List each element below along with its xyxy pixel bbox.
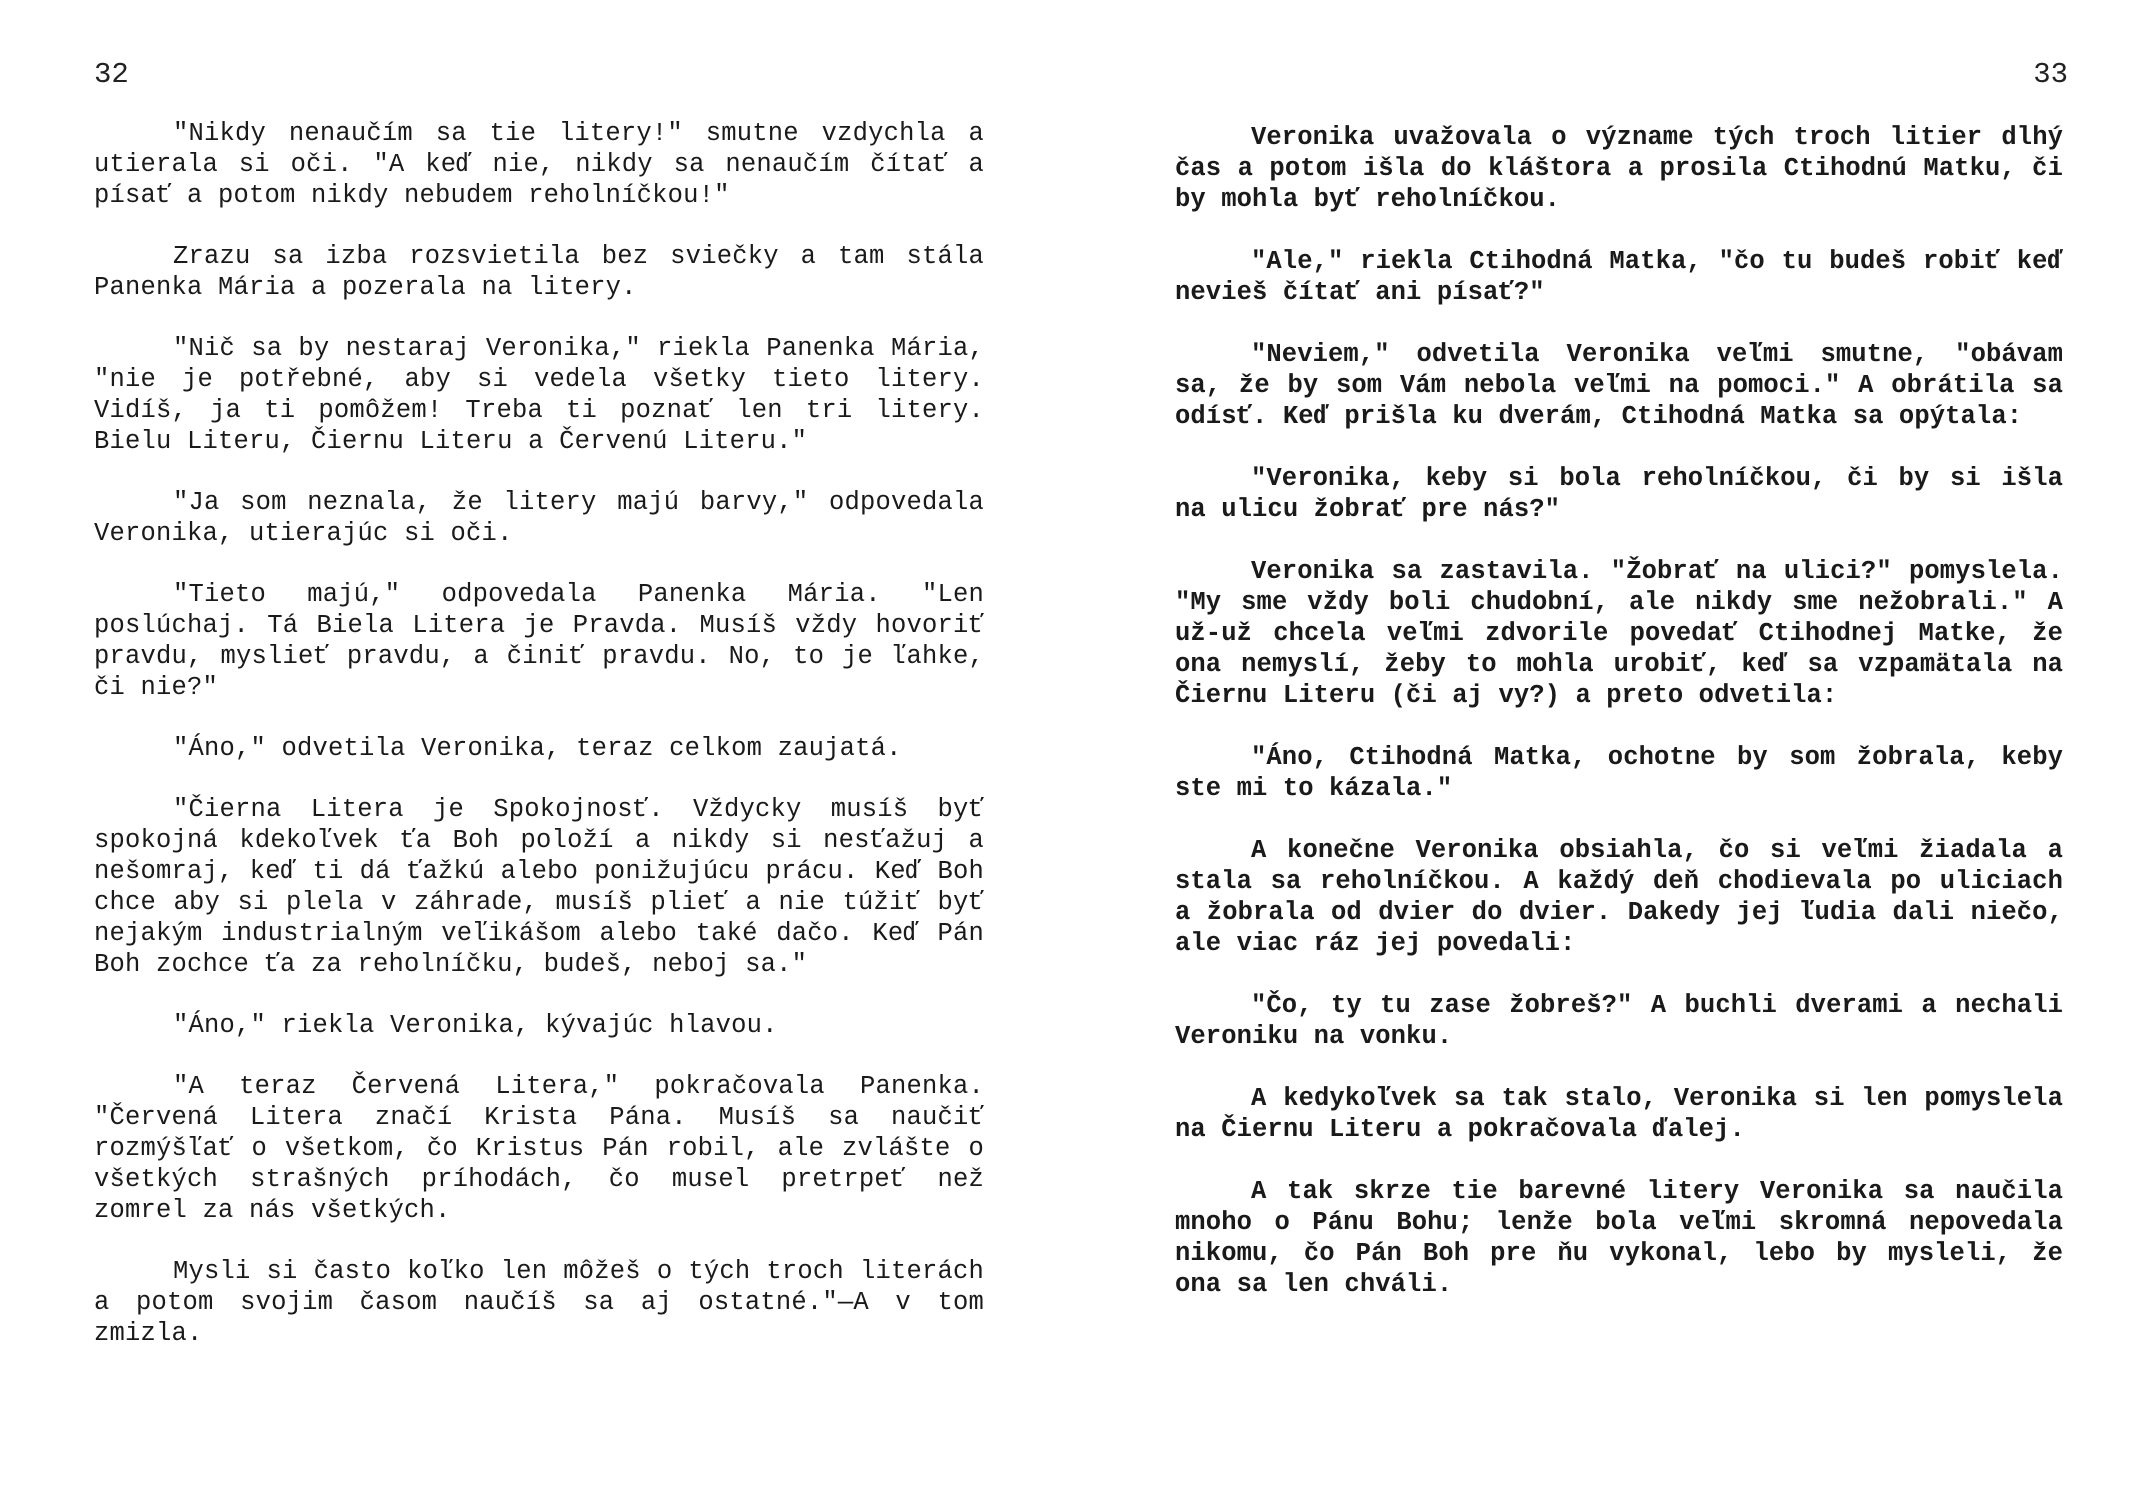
paragraph: "Čierna Litera je Spokojnosť. Vždycky musíš byť spokojná kdekoľvek ťa Boh položí a nikdy si nesťažuj a nešomraj, keď ti dá ťažkú alebo ponižujúcu prácu. Keď Boh chce aby si plela v záhrade, musíš plieť a nie túžiť byť nejakým industrialným veľikášom alebo také dačo. Keď Pán Boh zochce ťa za reholníčku, budeš, neboj sa." <box>94 795 984 979</box>
page-number-right: 33 <box>2033 58 2068 91</box>
right-page-text <box>1175 122 2063 1331</box>
page-number-left: 32 <box>94 58 129 91</box>
paragraph: "Tieto majú," odpovedala Panenka Mária. "Len poslúchaj. Tá Biela Litera je Pravda. Musíš vždy hovoriť pravdu, myslieť pravdu, a činiť pravdu. No, to je ľahke, či nie?" <box>94 580 984 702</box>
paragraph: "Ale," riekla Ctihodná Matka, "čo tu budeš robiť keď nevieš čítať ani písať?" <box>1175 247 2063 307</box>
paragraph: "Áno," odvetila Veronika, teraz celkom zaujatá. <box>173 734 902 763</box>
paragraph: "Neviem," odvetila Veronika veľmi smutne, "obávam sa, že by som Vám nebola veľmi na pomoci." A obrátila sa odísť. Keď prišla ku dverám, Ctihodná Matka sa opýtala: <box>1175 340 2063 431</box>
paragraph: "Áno," riekla Veronika, kývajúc hlavou. <box>173 1011 778 1040</box>
paragraph: Zrazu sa izba rozsvietila bez sviečky a tam stála Panenka Mária a pozerala na litery. <box>94 242 984 302</box>
paragraph: "Ja som neznala, že litery majú barvy," odpovedala Veronika, utierajúc si oči. <box>94 488 984 548</box>
left-page-text <box>94 118 984 1379</box>
paragraph: A konečne Veronika obsiahla, čo si veľmi žiadala a stala sa reholníčkou. A každý deň chodievala po uliciach a žobrala od dvier do dvier. Dakedy jej ľudia dali niečo, ale viac ráz jej povedali: <box>1175 836 2063 958</box>
paragraph: "Nič sa by nestaraj Veronika," riekla Panenka Mária, "nie je potřebné, aby si vedela všetky tieto litery. Vidíš, ja ti pomôžem! Treba ti poznať len tri litery. Bielu Literu, Čiernu Literu a Červenú Literu." <box>94 334 984 456</box>
paragraph: Veronika uvažovala o význame tých troch litier dlhý čas a potom išla do kláštora a prosila Ctihodnú Matku, či by mohla byť reholníčkou. <box>1175 123 2063 214</box>
paragraph: A tak skrze tie barevné litery Veronika sa naučila mnoho o Pánu Bohu; lenže bola veľmi skromná nepovedala nikomu, čo Pán Boh pre ňu vykonal, lebo by mysleli, že ona sa len chváli. <box>1175 1177 2063 1299</box>
paragraph: "Čo, ty tu zase žobreš?" A buchli dverami a nechali Veroniku na vonku. <box>1175 991 2063 1051</box>
paragraph: Veronika sa zastavila. "Žobrať na ulici?" pomyslela. "My sme vždy boli chudobní, ale nikdy sme nežobrali." A už-už chcela veľmi zdvorile povedať Ctihodnej Matke, že ona nemyslí, žeby to mohla urobiť, keď sa vzpamätala na Čiernu Literu (či aj vy?) a preto odvetila: <box>1175 557 2063 710</box>
right-page <box>1071 0 2142 1500</box>
paragraph: A kedykoľvek sa tak stalo, Veronika si len pomyslela na Čiernu Literu a pokračovala ďalej. <box>1175 1084 2063 1144</box>
paragraph: "Áno, Ctihodná Matka, ochotne by som žobrala, keby ste mi to kázala." <box>1175 743 2063 803</box>
paragraph: "A teraz Červená Litera," pokračovala Panenka. "Červená Litera značí Krista Pána. Musíš sa naučiť rozmýšľať o všetkom, čo Kristus Pán robil, ale zvlášte o všetkých strašných príhodách, čo musel pretrpeť než zomrel za nás všetkých. <box>94 1072 984 1225</box>
paragraph: Mysli si často koľko len môžeš o tých troch literách a potom svojim časom naučíš sa aj ostatné."—A v tom zmizla. <box>94 1257 984 1348</box>
paragraph: "Nikdy nenaučím sa tie litery!" smutne vzdychla a utierala si oči. "A keď nie, nikdy sa nenaučím čítať a písať a potom nikdy nebudem reholníčkou!" <box>94 119 984 210</box>
paragraph: "Veronika, keby si bola reholníčkou, či by si išla na ulicu žobrať pre nás?" <box>1175 464 2063 524</box>
